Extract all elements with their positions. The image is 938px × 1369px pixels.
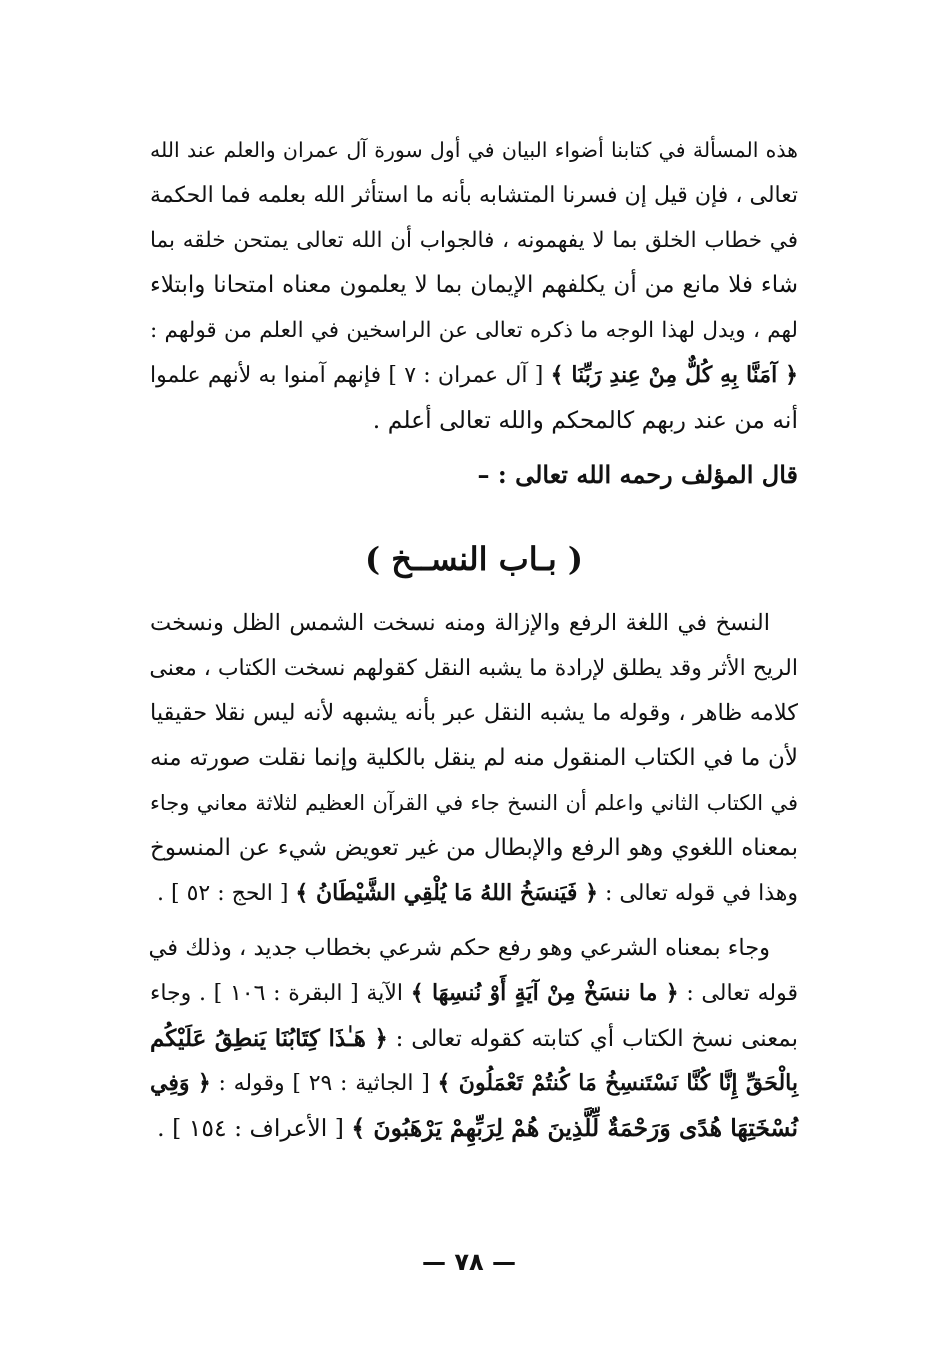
- text-segment: [ الأعراف : ١٥٤ ] .: [157, 1114, 352, 1142]
- text-line: [150, 1061, 798, 1106]
- text-line: في خطاب الخلق بما لا يفهمونه ، فالجواب أن الله تعالى يمتحن خلقه بما: [150, 228, 798, 253]
- text-segment: قوله تعالى :: [678, 981, 798, 1006]
- text-line: وجاء بمعناه الشرعي وهو رفع حكم شرعي بخطاب جديد ، وذلك في: [148, 935, 770, 961]
- text-line: [150, 353, 798, 398]
- text-line: [150, 1106, 798, 1151]
- quran-quote: ﴿ وَفِي: [150, 1070, 211, 1096]
- text-line: في الكتاب الثاني واعلم أن النسخ جاء في القرآن العظيم لثلاثة معاني وجاء: [150, 791, 798, 815]
- text-line: كلامه ظاهر ، وقوله ما يشبه النقل عبر بأنه يشبهه لأنه ليس نقلا حقيقيا: [150, 700, 798, 726]
- paragraph-2: [150, 926, 798, 1151]
- text-line: [150, 871, 798, 916]
- text-segment: [ آل عمران : ٧ ] فإنهم آمنوا به لأنهم علموا: [150, 363, 551, 388]
- text-line: النسخ في اللغة الرفع والإزالة ومنه نسخت الشمس الظل ونسخت: [150, 610, 770, 636]
- text-line: بمعناه اللغوي وهو الرفع والإبطال من غير تعويض شيء عن المنسوخ: [150, 835, 798, 861]
- text-line: الريح الأثر وقد يطلق لإرادة ما يشبه النقل كقولهم نسخت الكتاب ، معنى: [149, 656, 798, 681]
- quran-quote: نُسْخَتِهَا هُدًى وَرَحْمَةٌ لِّلَّذِينَ هُمْ لِرَبِّهِمْ يَرْهَبُونَ ﴾: [351, 1114, 798, 1142]
- quran-quote: ﴿ هَـٰذَا كِتَابُنَا يَنطِقُ عَلَيْكُم: [150, 1025, 388, 1052]
- author-note: قال المؤلف رحمه الله تعالى : –: [477, 460, 798, 489]
- text-line: أنه من عند ربهم كالمحكم والله تعالى أعلم .: [372, 406, 798, 434]
- section-heading: ( بـاب النســخ ): [364, 540, 584, 578]
- intro-paragraph: [150, 128, 798, 443]
- text-line: لأن ما في الكتاب المنقول منه لم ينقل بالكلية وإنما نقلت صورته منه: [150, 745, 798, 771]
- text-segment: [ الحج : ٥٢ ] .: [157, 881, 296, 906]
- text-line: [150, 1016, 798, 1061]
- text-segment: وهذا في قوله تعالى :: [598, 881, 798, 906]
- quran-quote: ﴿ ما ننسَخْ مِنْ آيَةٍ أَوْ نُنسِهَا ﴾: [410, 980, 679, 1006]
- text-segment: بمعنى نسخ الكتاب أي كتابته كقوله تعالى :: [387, 1026, 799, 1052]
- text-line: شاء فلا مانع من أن يكلفهم الإيمان بما لا يعلمون معناه امتحانا وابتلاء: [150, 272, 798, 298]
- page-body: [150, 128, 798, 1151]
- quran-quote: ﴿ آمَنَّا بِهِ كُلٌّ مِنْ عِندِ رَبِّنَا ﴾: [550, 362, 799, 388]
- page-number: — ٧٨ —: [421, 1248, 516, 1276]
- quran-quote: ﴿ فَيَنسَخُ اللهُ مَا يُلْقِي الشَّيْطَانُ ﴾: [295, 880, 599, 906]
- text-line: لهم ، ويدل لهذا الوجه ما ذكره تعالى عن الراسخين في العلم من قولهم :: [150, 318, 798, 343]
- text-segment: [ الجاثية : ٢٩ ] وقوله :: [210, 1071, 438, 1096]
- text-line: تعالى ، فإن قيل إن فسرنا المتشابه بأنه ما استأثر الله بعلمه فما الحكمة: [150, 183, 798, 208]
- paragraph-1: [150, 601, 798, 916]
- text-line: [150, 971, 798, 1016]
- quran-quote: بِالْحَقِّ إِنَّا كُنَّا نَسْتَنسِخُ مَا كُنتُمْ تَعْمَلُونَ ﴾: [437, 1070, 798, 1096]
- text-line: هذه المسألة في كتابنا أضواء البيان في أول سورة آل عمران والعلم عند الله: [150, 138, 798, 162]
- text-segment: الآية [ البقرة : ١٠٦ ] . وجاء: [150, 981, 411, 1006]
